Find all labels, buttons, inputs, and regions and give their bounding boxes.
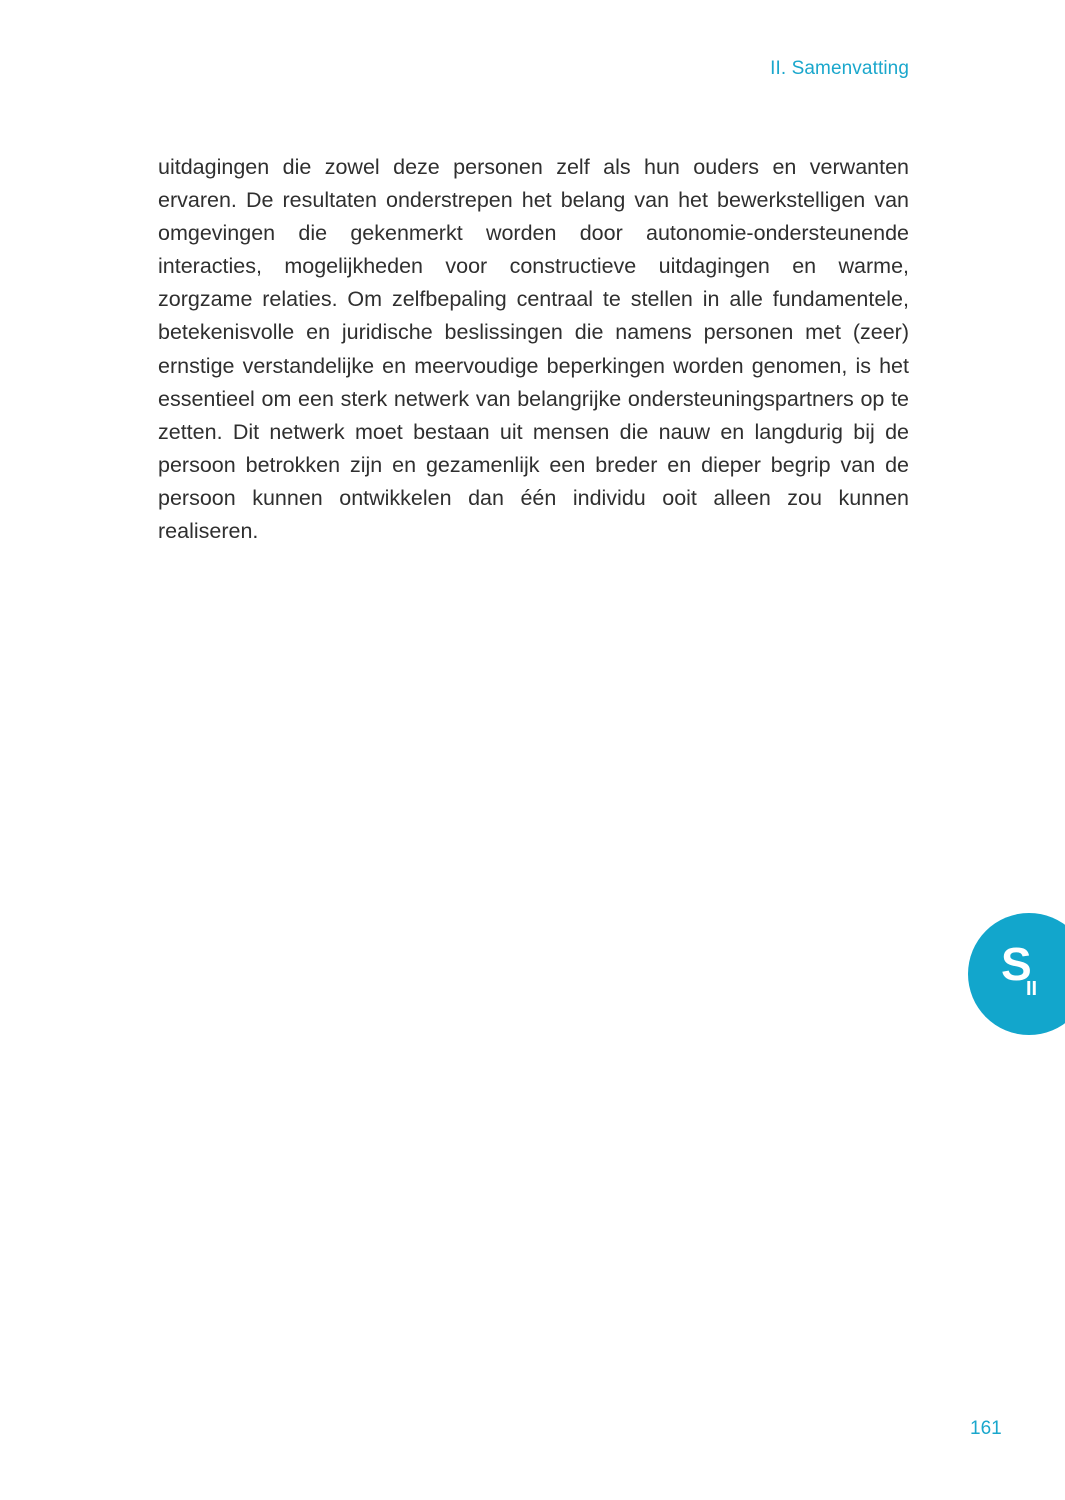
chapter-tab-subscript: II <box>1026 978 1038 1000</box>
page-number: 161 <box>970 1418 1002 1439</box>
running-header: II. Samenvatting <box>770 58 909 79</box>
chapter-tab <box>968 913 1065 1035</box>
body-paragraph: uitdagingen die zowel deze personen zelf als hun ouders en verwanten ervaren. De resultaten onderstrepen het belang van het bewerkstelligen van omgevingen die gekenmerkt worden door autonomie-ondersteunende interacties, mogelijkheden voor constructieve uitdagingen en warme, zorgzame relaties. Om zelfbepaling centraal te stellen in alle fundamentele, betekenisvolle en juridische beslissingen die namens personen met (zeer) ernstige verstandelijke en meervoudige beperkingen worden genomen, is het essentieel om een sterk netwerk van belangrijke ondersteuningspartners op te zetten. Dit netwerk moet bestaan uit mensen die nauw en langdurig bij de persoon betrokken zijn en gezamenlijk een breder en dieper begrip van de persoon kunnen ontwikkelen dan één individu ooit alleen zou kunnen realiseren. <box>158 155 909 544</box>
chapter-tab-letter: S <box>1001 938 1032 990</box>
